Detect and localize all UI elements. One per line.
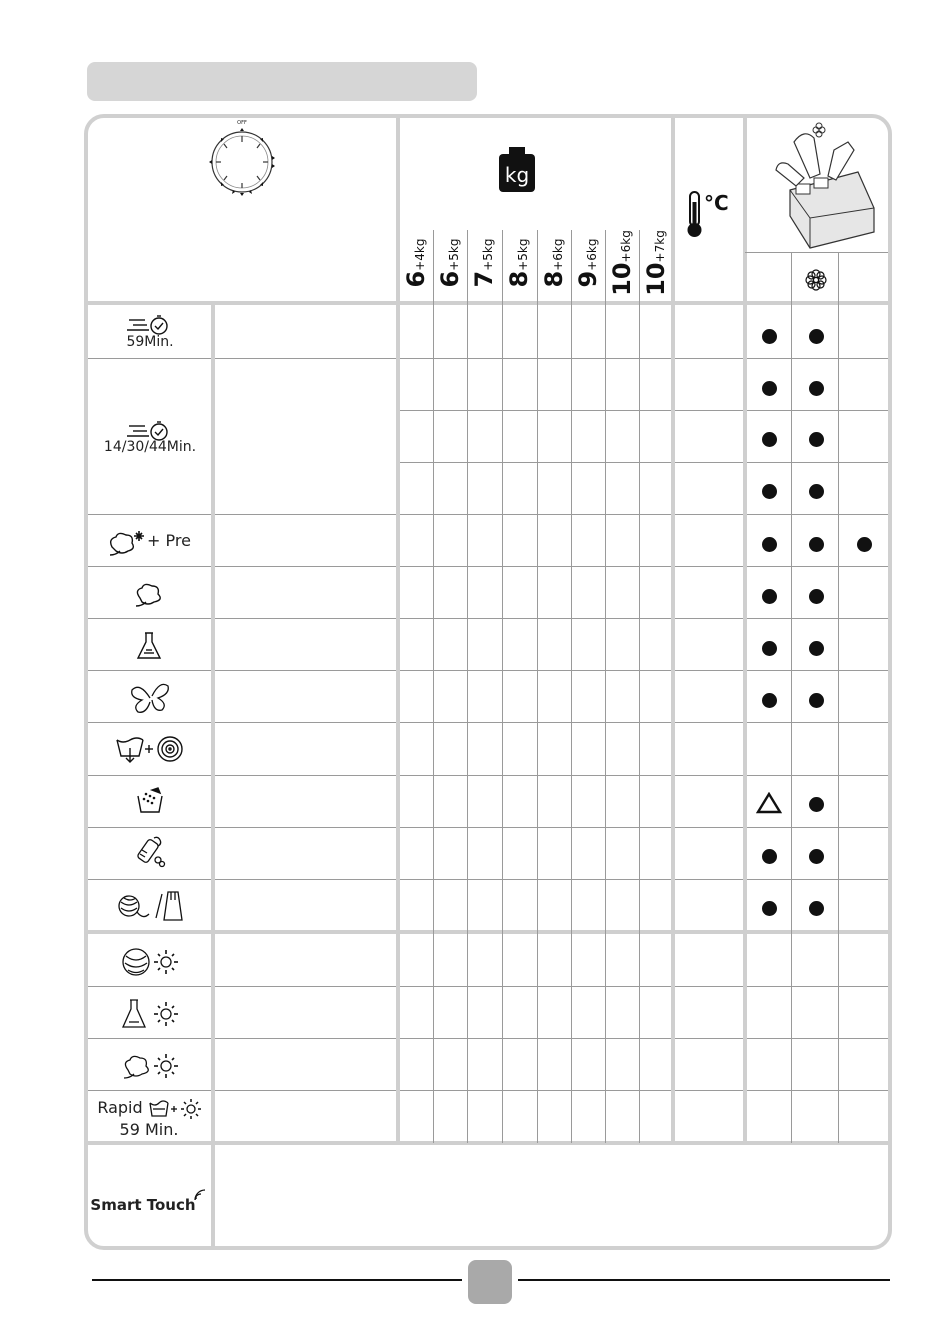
load-extra-value: +6	[619, 244, 633, 263]
load-header-2	[467, 228, 501, 298]
load-column-line	[433, 230, 434, 1143]
section-divider	[88, 930, 888, 934]
load-extra-value: +5	[447, 253, 461, 271]
temperature-column-divider	[671, 118, 675, 1145]
program-label-prewash: + Pre	[147, 531, 191, 550]
load-main-value: 9	[574, 270, 602, 288]
load-main-value: 8	[505, 270, 533, 288]
load-unit: kg	[516, 238, 530, 254]
program-label-rapid-59min: 59 Min.	[119, 1120, 179, 1139]
sub-row-line	[399, 462, 888, 463]
grid-row-line	[88, 775, 888, 776]
detergent-header-divider	[745, 252, 888, 253]
detergent-dot-mark	[762, 901, 777, 916]
load-column-line	[467, 230, 468, 1143]
load-header-text	[540, 239, 568, 288]
detergent-dot-mark	[809, 589, 824, 604]
load-header-7	[639, 228, 673, 298]
load-header-text	[470, 239, 498, 288]
load-header-5	[571, 228, 605, 298]
detergent-drawer-icon	[770, 120, 884, 250]
cotton-icon	[132, 580, 168, 608]
footer-rule-right	[518, 1279, 890, 1281]
cotton-stain-icon	[106, 529, 148, 557]
detergent-dot-mark	[762, 641, 777, 656]
load-extra-value: +6	[551, 253, 565, 271]
detergent-dot-mark	[809, 432, 824, 447]
load-header-1	[433, 228, 467, 298]
grid-row-line	[88, 1038, 888, 1039]
detergent-dot-mark	[809, 693, 824, 708]
load-header-text	[642, 230, 670, 296]
softener-flower-icon	[804, 268, 828, 292]
detergent-dot-mark	[857, 537, 872, 552]
detergent-dot-mark	[809, 849, 824, 864]
detergent-dot-mark	[809, 484, 824, 499]
nfc-signal-icon	[193, 1186, 209, 1202]
drain-spin-icon	[113, 734, 187, 764]
program-icon-column-divider	[211, 303, 215, 1247]
grid-row-line	[88, 358, 888, 359]
detergent-dot-mark	[809, 329, 824, 344]
grid-row-line	[88, 722, 888, 723]
load-unit: kg	[653, 230, 667, 245]
grid-row-line	[88, 879, 888, 880]
detergent-dot-mark	[809, 797, 824, 812]
synthetic-dry-icon	[120, 998, 180, 1030]
grid-row-line	[88, 986, 888, 987]
wash-dry-icon	[148, 1098, 204, 1120]
load-column-line	[639, 230, 640, 1143]
dial-icon	[203, 118, 281, 200]
page-number-box	[468, 1260, 512, 1304]
synthetic-flask-icon	[135, 631, 163, 661]
grid-row-line	[88, 1090, 888, 1091]
load-extra-value: +6	[585, 253, 599, 271]
temperature-label: °C	[704, 191, 729, 215]
load-unit: kg	[413, 238, 427, 254]
header-divider	[88, 301, 888, 305]
wool-dry-icon	[120, 946, 180, 978]
load-header-text	[574, 239, 602, 288]
wool-handwash-icon	[116, 888, 186, 924]
load-extra-value: +5	[516, 253, 530, 271]
grid-row-line	[88, 827, 888, 828]
load-main-value: 10	[608, 262, 636, 296]
detergent-dot-mark	[809, 381, 824, 396]
detergent-dot-mark	[809, 901, 824, 916]
load-unit: kg	[551, 238, 565, 254]
delicate-butterfly-icon	[128, 680, 172, 716]
load-main-value: 10	[642, 262, 670, 296]
detergent-column-divider	[743, 118, 747, 1145]
program-label-rapid: Rapid	[97, 1098, 143, 1117]
section-divider	[88, 1141, 888, 1145]
detergent-dot-mark	[762, 381, 777, 396]
detergent-subcolumn-line	[838, 252, 839, 1143]
load-column-line	[502, 230, 503, 1143]
detergent-dot-mark	[809, 537, 824, 552]
load-unit: kg	[447, 238, 461, 254]
load-unit: kg	[619, 230, 633, 245]
grid-row-line	[88, 566, 888, 567]
detergent-dot-mark	[762, 432, 777, 447]
footer-rule-left	[92, 1279, 462, 1281]
load-header-text	[436, 239, 464, 288]
section-title-tab	[87, 62, 477, 101]
grid-row-line	[88, 670, 888, 671]
load-header-text	[402, 239, 430, 288]
detergent-dot-mark	[762, 329, 777, 344]
detergent-subcolumn-line	[791, 252, 792, 1143]
detergent-dot-mark	[762, 849, 777, 864]
load-main-value: 6	[402, 270, 430, 288]
load-extra-value: +5	[481, 253, 495, 271]
smart-touch-label: Smart Touch	[90, 1196, 196, 1214]
load-main-value: 7	[470, 270, 498, 288]
load-header-0	[399, 228, 433, 298]
load-main-value: 8	[540, 270, 568, 288]
baby-bottle-icon	[132, 834, 168, 870]
load-header-3	[502, 228, 536, 298]
weight-icon	[497, 145, 537, 193]
load-extra-value: +4	[413, 253, 427, 271]
grid-row-line	[88, 618, 888, 619]
detergent-dot-mark	[762, 693, 777, 708]
dial-off-label: OFF	[237, 120, 247, 126]
load-header-6	[605, 228, 639, 298]
cotton-dry-icon	[120, 1050, 180, 1082]
load-column-line	[571, 230, 572, 1143]
detergent-dot-mark	[762, 537, 777, 552]
description-column-divider	[396, 118, 400, 1145]
weight-kg-label: kg	[504, 163, 530, 187]
load-main-value: 6	[436, 270, 464, 288]
detergent-dot-mark	[762, 484, 777, 499]
load-header-text	[608, 230, 636, 296]
load-header-4	[537, 228, 571, 298]
load-column-line	[605, 230, 606, 1143]
load-unit: kg	[585, 238, 599, 254]
load-column-line	[537, 230, 538, 1143]
load-extra-value: +7	[653, 244, 667, 263]
rinse-shower-icon	[134, 786, 166, 814]
thermometer-icon	[684, 188, 738, 240]
program-label-14-30-44min: 14/30/44Min.	[103, 439, 197, 455]
load-header-text	[505, 239, 533, 288]
load-unit: kg	[481, 238, 495, 254]
detergent-dot-mark	[809, 641, 824, 656]
detergent-dot-mark	[762, 589, 777, 604]
sub-row-line	[399, 410, 888, 411]
grid-row-line	[88, 514, 888, 515]
program-label-59min: 59Min.	[126, 334, 174, 350]
